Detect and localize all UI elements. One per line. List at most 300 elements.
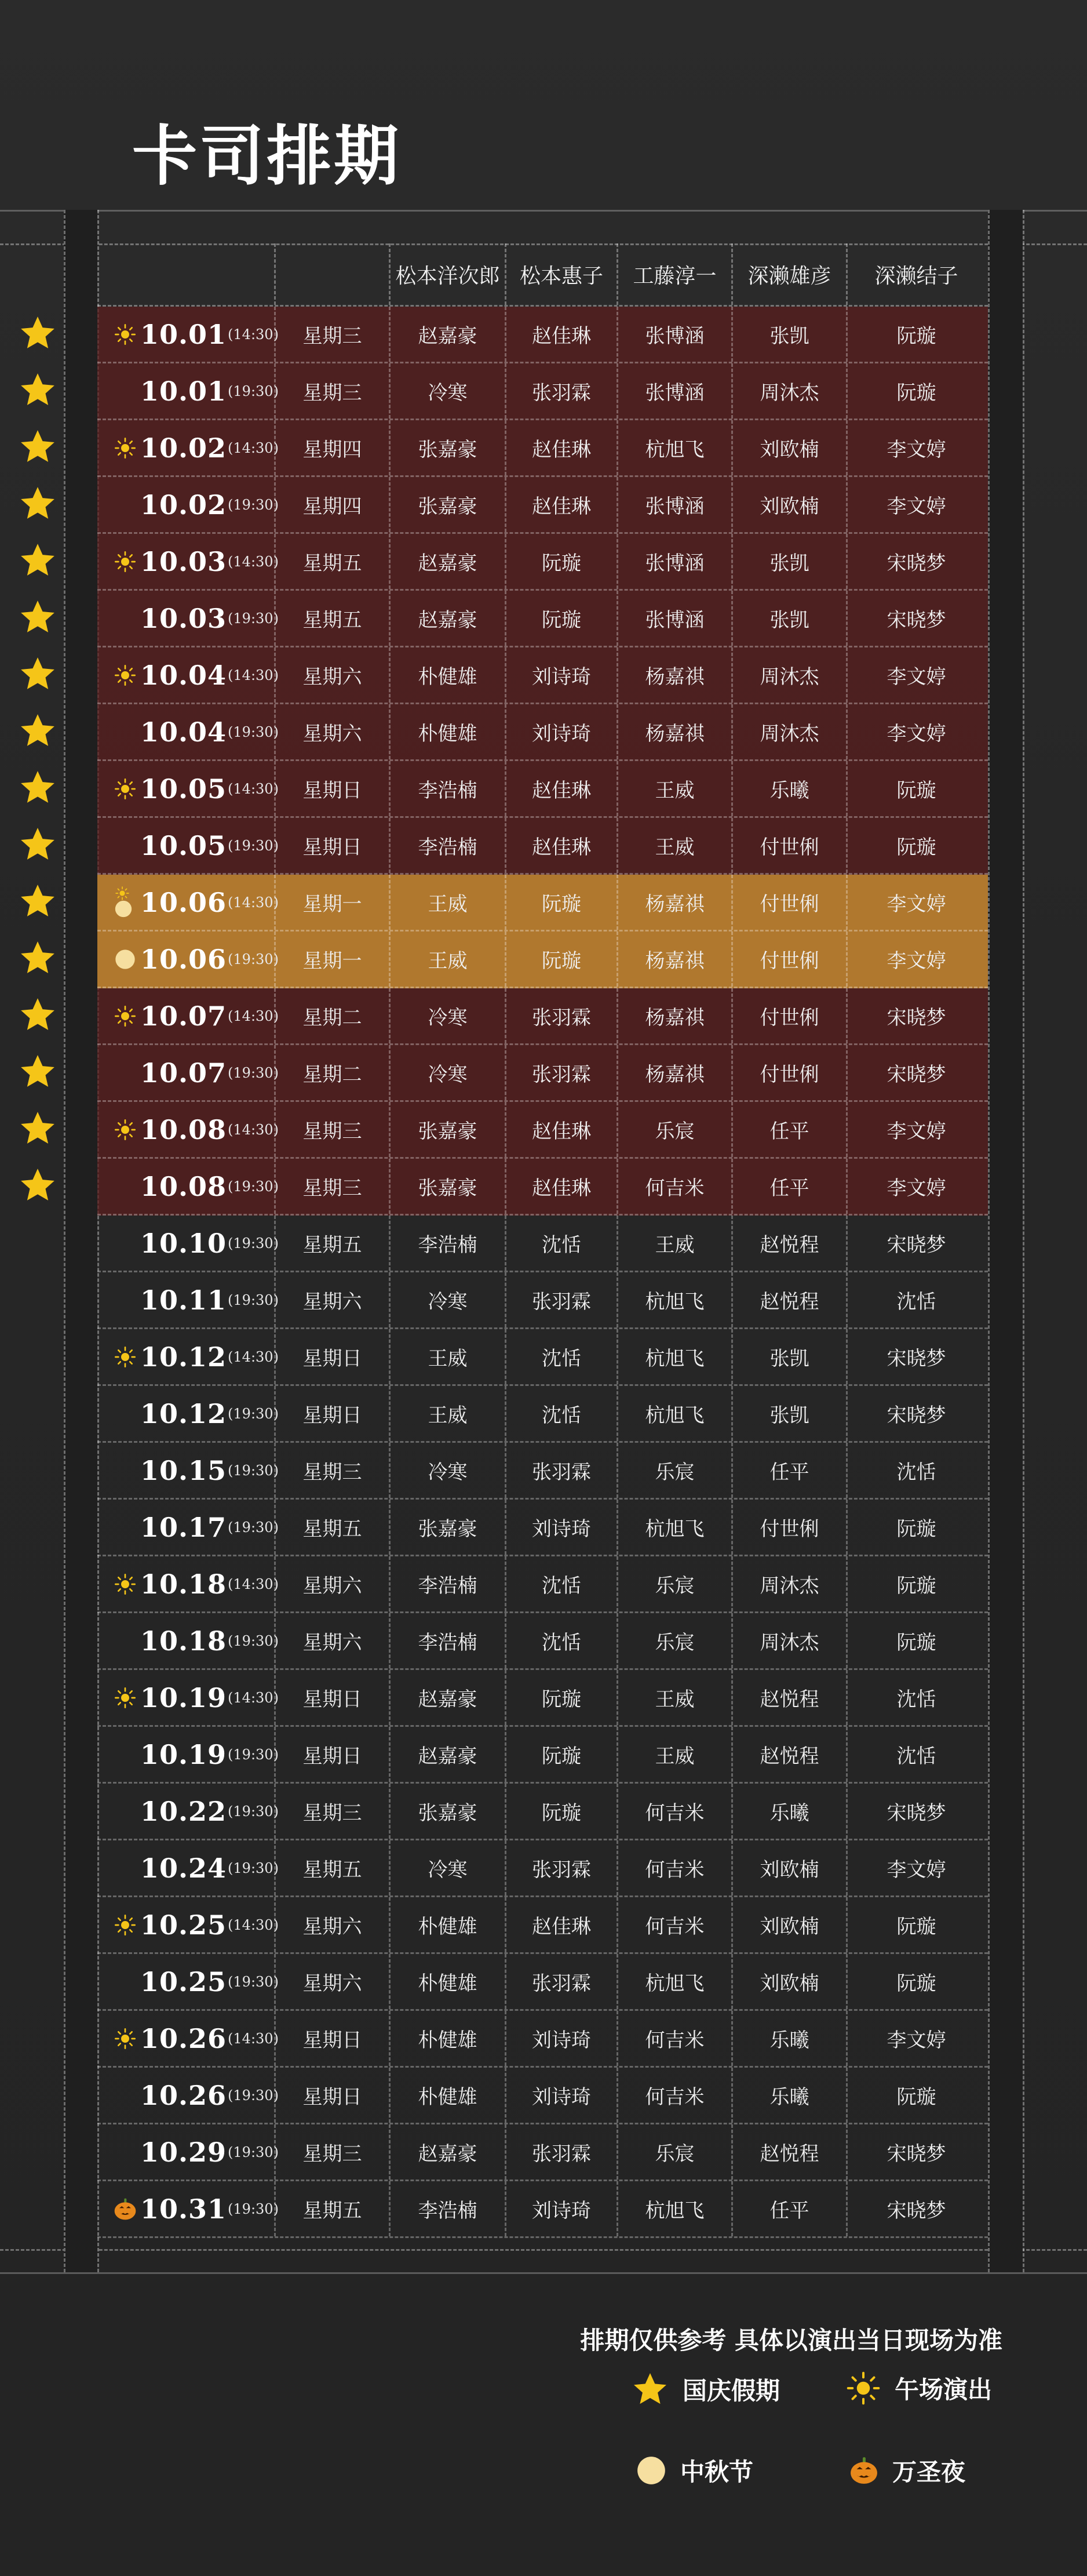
sun-icon <box>114 1118 137 1141</box>
cast-cell: 沈恬 <box>846 1670 985 1725</box>
cast-cell: 张博涵 <box>617 534 731 589</box>
cast-cell: 何吉米 <box>617 2068 731 2123</box>
cast-cell: 刘诗琦 <box>505 1500 617 1555</box>
weekday-cell: 星期五 <box>274 1840 389 1895</box>
star-spacer <box>0 2180 75 2236</box>
cast-cell: 李文婷 <box>846 420 985 475</box>
cast-cell: 李浩楠 <box>389 818 505 873</box>
sun-icon <box>114 1005 137 1028</box>
cast-cell: 付世俐 <box>731 1045 846 1100</box>
weekday-cell: 星期五 <box>274 2181 389 2236</box>
star-spacer <box>0 2123 75 2180</box>
star-spacer <box>0 1782 75 1839</box>
table-row <box>97 2068 988 2124</box>
sun-icon <box>114 664 137 687</box>
cast-cell: 阮璇 <box>846 761 985 816</box>
cast-cell: 赵佳琳 <box>505 1102 617 1157</box>
cast-cell: 赵悦程 <box>731 1670 846 1725</box>
cast-cell: 宋晓梦 <box>846 1045 985 1100</box>
table-row <box>97 1500 988 1556</box>
show-time: (19:30) <box>228 2087 279 2104</box>
holiday-star-icon <box>0 1100 75 1157</box>
show-date: 10.02 <box>140 489 227 521</box>
cast-cell: 刘欧楠 <box>731 1840 846 1895</box>
cast-cell: 赵佳琳 <box>505 818 617 873</box>
cast-cell: 张羽霖 <box>505 1954 617 2009</box>
cast-cell: 李浩楠 <box>389 761 505 816</box>
show-time: (19:30) <box>228 723 279 740</box>
holiday-star-icon <box>0 1043 75 1100</box>
legend-midautumn-label: 中秋节 <box>680 2458 754 2486</box>
sun-icon <box>114 1573 137 1596</box>
holiday-star-icon <box>0 532 75 589</box>
table-row <box>97 1840 988 1897</box>
cast-cell: 乐曦 <box>731 761 846 816</box>
star-spacer <box>0 1555 75 1611</box>
holiday-star-icon <box>0 703 75 759</box>
show-time: (19:30) <box>228 1973 279 1990</box>
header-role-5: 深濑结子 <box>846 243 985 305</box>
show-date: 10.11 <box>140 1284 227 1316</box>
cast-cell: 赵佳琳 <box>505 307 617 362</box>
marker-spacer <box>114 1459 137 1482</box>
cast-cell: 李浩楠 <box>389 1216 505 1271</box>
weekday-cell: 星期二 <box>274 988 389 1043</box>
holiday-star-icon <box>0 589 75 646</box>
weekday-cell: 星期六 <box>274 1272 389 1327</box>
table-row <box>97 1670 988 1727</box>
cast-cell: 刘欧楠 <box>731 1954 846 2009</box>
cast-cell: 王威 <box>617 1727 731 1782</box>
marker-spacer <box>114 1743 137 1766</box>
cast-cell: 李文婷 <box>846 1102 985 1157</box>
cast-cell: 周沐杰 <box>731 1613 846 1668</box>
show-date: 10.26 <box>140 2079 227 2111</box>
show-time: (19:30) <box>228 1235 279 1251</box>
cast-cell: 王威 <box>617 1670 731 1725</box>
weekday-cell: 星期五 <box>274 591 389 646</box>
marker-spacer <box>114 1061 137 1085</box>
holiday-star-icon <box>0 646 75 703</box>
cast-cell: 赵嘉豪 <box>389 591 505 646</box>
star-spacer <box>0 1668 75 1725</box>
header-role-3: 工藤淳一 <box>617 243 731 305</box>
frame-bottom-line <box>0 2272 1087 2274</box>
sun-icon <box>114 2027 137 2050</box>
weekday-cell: 星期六 <box>274 647 389 703</box>
cast-cell: 李文婷 <box>846 875 985 930</box>
cast-cell: 冷寒 <box>389 1045 505 1100</box>
sun-icon <box>114 436 137 460</box>
weekday-cell: 星期六 <box>274 1556 389 1611</box>
show-time: (14:30) <box>228 894 279 911</box>
moon-icon <box>636 2455 666 2486</box>
star-icon <box>632 2371 669 2408</box>
cast-cell: 杨嘉祺 <box>617 875 731 930</box>
marker-spacer <box>114 380 137 403</box>
cast-cell: 杨嘉祺 <box>617 1045 731 1100</box>
cast-cell: 阮璇 <box>505 875 617 930</box>
date-cell <box>97 1840 279 1895</box>
cast-cell: 沈恬 <box>505 1386 617 1441</box>
sun-icon <box>114 1913 137 1937</box>
holiday-star-icon <box>0 987 75 1043</box>
cast-cell: 刘诗琦 <box>505 647 617 703</box>
cast-cell: 乐宸 <box>617 1102 731 1157</box>
cast-cell: 李文婷 <box>846 704 985 759</box>
show-date: 10.12 <box>140 1341 227 1373</box>
date-cell <box>97 647 279 703</box>
show-time: (19:30) <box>228 1803 279 1820</box>
cast-cell: 宋晓梦 <box>846 1216 985 1271</box>
cast-cell: 王威 <box>389 1386 505 1441</box>
cast-cell: 冷寒 <box>389 988 505 1043</box>
show-date: 10.18 <box>140 1568 227 1600</box>
date-cell <box>97 1386 279 1441</box>
show-time: (19:30) <box>228 2144 279 2160</box>
table-row <box>97 2011 988 2068</box>
cast-cell: 宋晓梦 <box>846 1386 985 1441</box>
cast-cell: 何吉米 <box>617 2011 731 2066</box>
date-cell <box>97 1159 279 1214</box>
table-row <box>97 591 988 647</box>
cast-cell: 冷寒 <box>389 1840 505 1895</box>
cast-cell: 阮璇 <box>846 307 985 362</box>
date-cell <box>97 1727 279 1782</box>
cast-cell: 阮璇 <box>846 1556 985 1611</box>
table-row <box>97 1045 988 1102</box>
moon-icon <box>114 948 137 971</box>
table-row <box>97 2124 988 2181</box>
cast-cell: 阮璇 <box>846 1897 985 1952</box>
holiday-star-icon <box>0 362 75 419</box>
marker-spacer <box>114 1516 137 1539</box>
table-row <box>97 2181 988 2238</box>
date-cell <box>97 1329 279 1384</box>
cast-cell: 杭旭飞 <box>617 1386 731 1441</box>
cast-cell: 付世俐 <box>731 988 846 1043</box>
cast-cell: 周沐杰 <box>731 1556 846 1611</box>
cast-cell: 宋晓梦 <box>846 534 985 589</box>
cast-cell: 赵嘉豪 <box>389 1727 505 1782</box>
cast-cell: 冷寒 <box>389 363 505 419</box>
table-row <box>97 1613 988 1670</box>
cast-cell: 付世俐 <box>731 932 846 987</box>
date-cell <box>97 1045 279 1100</box>
cast-cell: 沈恬 <box>846 1272 985 1327</box>
header-role-2: 松本惠子 <box>505 243 617 305</box>
cast-cell: 沈恬 <box>505 1216 617 1271</box>
weekday-cell: 星期一 <box>274 932 389 987</box>
weekday-cell: 星期六 <box>274 1897 389 1952</box>
date-cell <box>97 761 279 816</box>
show-time: (19:30) <box>228 2200 279 2217</box>
star-spacer <box>0 2066 75 2123</box>
weekday-cell: 星期日 <box>274 2068 389 2123</box>
weekday-cell: 星期三 <box>274 1102 389 1157</box>
show-date: 10.03 <box>140 545 227 577</box>
show-date: 10.07 <box>140 1000 227 1032</box>
cast-cell: 冷寒 <box>389 1272 505 1327</box>
date-cell <box>97 420 279 475</box>
cast-cell: 朴健雄 <box>389 1954 505 2009</box>
table-row <box>97 932 988 988</box>
cast-cell: 张凯 <box>731 1329 846 1384</box>
date-cell <box>97 1272 279 1327</box>
show-date: 10.03 <box>140 602 227 634</box>
cast-cell: 乐宸 <box>617 1443 731 1498</box>
show-time: (19:30) <box>228 1462 279 1479</box>
cast-cell: 张嘉豪 <box>389 1102 505 1157</box>
cast-cell: 王威 <box>617 818 731 873</box>
show-date: 10.29 <box>140 2136 227 2168</box>
star-spacer <box>0 1214 75 1271</box>
show-date: 10.07 <box>140 1057 227 1089</box>
cast-cell: 赵嘉豪 <box>389 1670 505 1725</box>
cast-cell: 沈恬 <box>846 1727 985 1782</box>
cast-cell: 张博涵 <box>617 477 731 532</box>
cast-cell: 任平 <box>731 1102 846 1157</box>
table-row <box>97 875 988 932</box>
cast-cell: 何吉米 <box>617 1840 731 1895</box>
weekday-cell: 星期日 <box>274 2011 389 2066</box>
weekday-cell: 星期三 <box>274 2124 389 2180</box>
holiday-star-icon <box>0 475 75 532</box>
cast-cell: 张嘉豪 <box>389 420 505 475</box>
date-cell <box>97 1216 279 1271</box>
marker-spacer <box>114 1175 137 1198</box>
frame-top-line <box>0 210 1087 212</box>
table-row <box>97 363 988 420</box>
cast-cell: 阮璇 <box>846 818 985 873</box>
cast-cell: 张嘉豪 <box>389 477 505 532</box>
star-spacer <box>0 1271 75 1327</box>
cast-cell: 何吉米 <box>617 1159 731 1214</box>
cast-cell: 付世俐 <box>731 875 846 930</box>
cast-cell: 宋晓梦 <box>846 988 985 1043</box>
table-row <box>97 1897 988 1954</box>
weekday-cell: 星期日 <box>274 761 389 816</box>
legend-matinee-label: 午场演出 <box>895 2375 993 2404</box>
cast-cell: 赵佳琳 <box>505 1897 617 1952</box>
header-role-4: 深濑雄彦 <box>731 243 846 305</box>
cast-cell: 张羽霖 <box>505 2124 617 2180</box>
cast-cell: 阮璇 <box>505 932 617 987</box>
show-date: 10.08 <box>140 1170 227 1202</box>
show-date: 10.02 <box>140 432 227 464</box>
cast-cell: 张博涵 <box>617 363 731 419</box>
frame-line <box>0 2249 1087 2251</box>
cast-cell: 沈恬 <box>505 1329 617 1384</box>
table-row <box>97 818 988 875</box>
table-row <box>97 1556 988 1613</box>
show-time: (19:30) <box>228 1178 279 1195</box>
date-cell <box>97 1670 279 1725</box>
star-spacer <box>0 2009 75 2066</box>
show-date: 10.04 <box>140 659 227 691</box>
cast-cell: 阮璇 <box>846 2068 985 2123</box>
table-row <box>97 704 988 761</box>
marker-spacer <box>114 1402 137 1425</box>
right-strip <box>988 210 1023 2272</box>
cast-cell: 张羽霖 <box>505 1045 617 1100</box>
table-row <box>97 307 988 363</box>
cast-cell: 周沐杰 <box>731 704 846 759</box>
show-date: 10.12 <box>140 1398 227 1429</box>
holiday-star-icon <box>0 759 75 816</box>
cast-cell: 杨嘉祺 <box>617 988 731 1043</box>
legend-holiday <box>632 2371 780 2408</box>
cast-cell: 赵佳琳 <box>505 761 617 816</box>
cast-cell: 阮璇 <box>505 591 617 646</box>
date-cell <box>97 932 279 987</box>
cast-cell: 李浩楠 <box>389 1556 505 1611</box>
weekday-cell: 星期日 <box>274 1329 389 1384</box>
date-cell <box>97 988 279 1043</box>
cast-cell: 李文婷 <box>846 647 985 703</box>
cast-cell: 赵佳琳 <box>505 420 617 475</box>
cast-cell: 张嘉豪 <box>389 1159 505 1214</box>
table-row <box>97 420 988 477</box>
marker-spacer <box>114 493 137 516</box>
show-time: (14:30) <box>228 1576 279 1592</box>
date-cell <box>97 2011 279 2066</box>
cast-cell: 任平 <box>731 2181 846 2236</box>
cast-cell: 宋晓梦 <box>846 2124 985 2180</box>
cast-cell: 杨嘉祺 <box>617 932 731 987</box>
sun-icon <box>114 323 137 346</box>
legend-midautumn <box>636 2453 753 2488</box>
cast-cell: 王威 <box>389 875 505 930</box>
show-time: (19:30) <box>228 1405 279 1422</box>
cast-cell: 李浩楠 <box>389 2181 505 2236</box>
cast-cell: 张凯 <box>731 307 846 362</box>
date-cell <box>97 818 279 873</box>
weekday-cell: 星期四 <box>274 477 389 532</box>
cast-cell: 任平 <box>731 1159 846 1214</box>
weekday-cell: 星期四 <box>274 420 389 475</box>
show-time: (14:30) <box>228 1121 279 1138</box>
show-time: (19:30) <box>228 496 279 513</box>
cast-cell: 阮璇 <box>846 1613 985 1668</box>
show-time: (19:30) <box>228 1519 279 1536</box>
header-date <box>97 243 274 305</box>
cast-cell: 赵悦程 <box>731 1727 846 1782</box>
cast-cell: 刘诗琦 <box>505 2068 617 2123</box>
cast-cell: 张凯 <box>731 591 846 646</box>
cast-cell: 李浩楠 <box>389 1613 505 1668</box>
cast-cell: 张羽霖 <box>505 1840 617 1895</box>
marker-spacer <box>114 1289 137 1312</box>
weekday-cell: 星期三 <box>274 1784 389 1839</box>
date-cell <box>97 363 279 419</box>
table-row <box>97 1443 988 1500</box>
table-row <box>97 534 988 591</box>
cast-cell: 赵嘉豪 <box>389 2124 505 2180</box>
weekday-cell: 星期二 <box>274 1045 389 1100</box>
cast-cell: 宋晓梦 <box>846 1329 985 1384</box>
sun-icon <box>846 2371 881 2406</box>
frame-line <box>1023 210 1024 2272</box>
weekday-cell: 星期六 <box>274 704 389 759</box>
show-time: (14:30) <box>228 667 279 683</box>
marker-spacer <box>114 721 137 744</box>
show-date: 10.25 <box>140 1909 227 1941</box>
show-time: (19:30) <box>228 951 279 967</box>
cast-cell: 赵悦程 <box>731 1272 846 1327</box>
table-row <box>97 1159 988 1216</box>
show-time: (19:30) <box>228 1746 279 1763</box>
weekday-cell: 星期日 <box>274 818 389 873</box>
show-date: 10.19 <box>140 1738 227 1770</box>
weekday-cell: 星期六 <box>274 1613 389 1668</box>
star-spacer <box>0 1895 75 1952</box>
show-date: 10.08 <box>140 1114 227 1145</box>
star-spacer <box>0 1839 75 1895</box>
sun-moon-icon <box>114 891 137 914</box>
marker-spacer <box>114 2141 137 2164</box>
cast-cell: 张羽霖 <box>505 988 617 1043</box>
page-title: 卡司排期 <box>132 119 401 194</box>
marker-spacer <box>114 1629 137 1653</box>
date-cell <box>97 1500 279 1555</box>
show-date: 10.06 <box>140 943 227 975</box>
holiday-star-icon <box>0 305 75 362</box>
cast-cell: 杭旭飞 <box>617 1500 731 1555</box>
cast-cell: 赵佳琳 <box>505 1159 617 1214</box>
date-cell <box>97 875 279 930</box>
cast-cell: 刘欧楠 <box>731 477 846 532</box>
cast-cell: 乐曦 <box>731 1784 846 1839</box>
cast-cell: 朴健雄 <box>389 2068 505 2123</box>
show-time: (19:30) <box>228 610 279 627</box>
weekday-cell: 星期日 <box>274 1727 389 1782</box>
marker-spacer <box>114 1970 137 1993</box>
weekday-cell: 星期一 <box>274 875 389 930</box>
show-date: 10.04 <box>140 716 227 748</box>
holiday-star-icon <box>0 930 75 987</box>
cast-cell: 杭旭飞 <box>617 2181 731 2236</box>
marker-spacer <box>114 2084 137 2107</box>
cast-cell: 张羽霖 <box>505 1272 617 1327</box>
cast-cell: 乐曦 <box>731 2068 846 2123</box>
star-spacer <box>0 1327 75 1384</box>
table-row <box>97 761 988 818</box>
holiday-star-column <box>0 305 75 2236</box>
header-weekday <box>274 243 389 305</box>
cast-cell: 阮璇 <box>505 1784 617 1839</box>
star-spacer <box>0 1611 75 1668</box>
cast-cell: 阮璇 <box>505 1727 617 1782</box>
cast-cell: 沈恬 <box>505 1613 617 1668</box>
cast-cell: 沈恬 <box>846 1443 985 1498</box>
show-date: 10.15 <box>140 1454 227 1486</box>
legend-halloween-label: 万圣夜 <box>892 2458 966 2486</box>
frame-line <box>988 210 990 2272</box>
cast-cell: 阮璇 <box>505 534 617 589</box>
cast-cell: 杭旭飞 <box>617 1954 731 2009</box>
show-time: (14:30) <box>228 1916 279 1933</box>
cast-cell: 李文婷 <box>846 477 985 532</box>
marker-spacer <box>114 1232 137 1255</box>
weekday-cell: 星期三 <box>274 307 389 362</box>
cast-cell: 张博涵 <box>617 591 731 646</box>
show-time: (19:30) <box>228 383 279 399</box>
cast-cell: 付世俐 <box>731 818 846 873</box>
holiday-star-icon <box>0 419 75 475</box>
cast-cell: 王威 <box>617 761 731 816</box>
cast-cell: 周沐杰 <box>731 363 846 419</box>
